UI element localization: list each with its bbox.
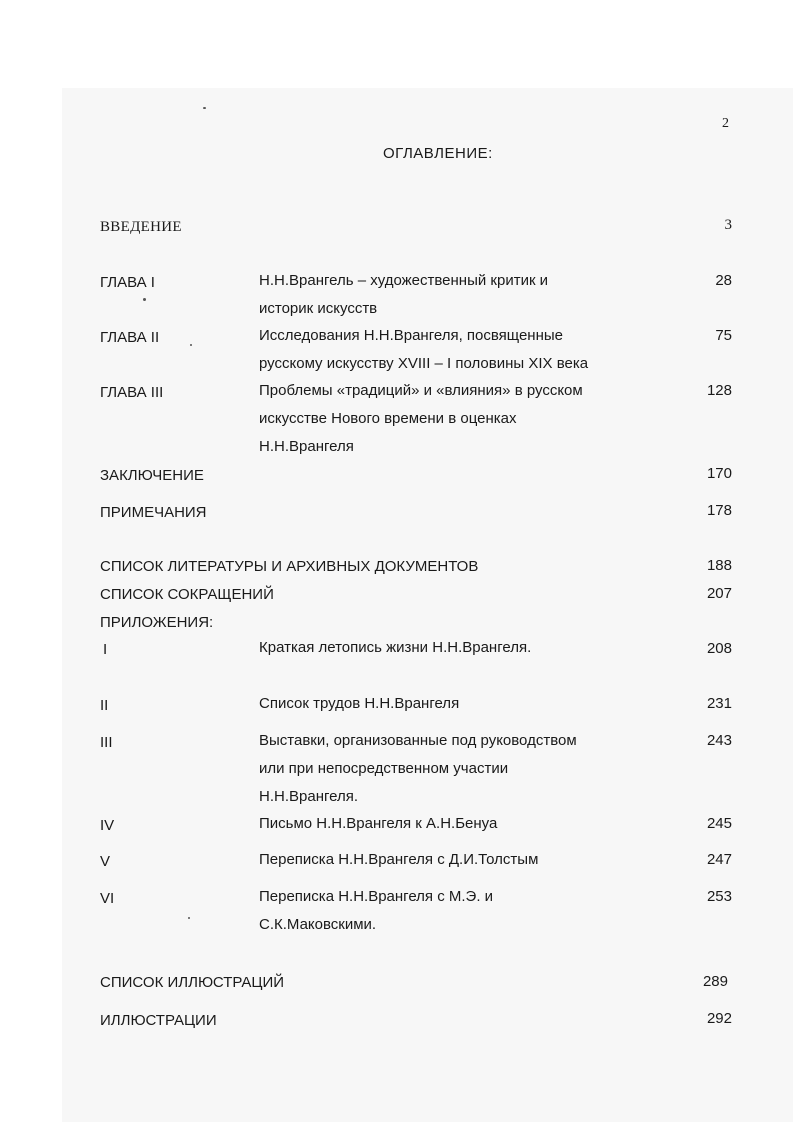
toc-appendix-6-label: VI bbox=[100, 890, 115, 907]
toc-entry-illustrations-list-label: СПИСОК ИЛЛЮСТРАЦИЙ bbox=[100, 974, 285, 991]
toc-chapter-3-title-line-3: Н.Н.Врангеля bbox=[259, 438, 354, 455]
toc-entry-conclusion-label: ЗАКЛЮЧЕНИЕ bbox=[100, 467, 204, 484]
toc-appendix-3-title-line-3: Н.Н.Врангеля. bbox=[259, 788, 359, 805]
toc-entry-literature-label: СПИСОК ЛИТЕРАТУРЫ И АРХИВНЫХ ДОКУМЕНТОВ bbox=[100, 558, 479, 575]
toc-entry-notes-page: 178 bbox=[706, 502, 732, 519]
toc-appendix-6-page: 253 bbox=[706, 888, 732, 905]
toc-chapter-3-title-line-2: искусстве Нового времени в оценках bbox=[259, 410, 517, 427]
toc-appendix-6-title-line-2: С.К.Маковскими. bbox=[259, 916, 377, 933]
toc-appendix-2-label: II bbox=[100, 697, 109, 714]
toc-chapter-2-title-line-2: русскому искусству XVIII – I половины XIX века bbox=[259, 355, 589, 372]
toc-chapter-1-title-line-2: историк искусств bbox=[259, 300, 378, 317]
toc-appendix-2-title-line-1: Список трудов Н.Н.Врангеля bbox=[259, 695, 460, 712]
toc-chapter-3-label: ГЛАВА III bbox=[100, 384, 164, 401]
toc-appendix-3-title-line-2: или при непосредственном участии bbox=[259, 760, 509, 777]
toc-appendix-3-page: 243 bbox=[706, 732, 732, 749]
scan-speck bbox=[188, 917, 190, 919]
toc-chapter-3-title-line-1: Проблемы «традиций» и «влияния» в русском bbox=[259, 382, 583, 399]
toc-appendix-6-title-line-1: Переписка Н.Н.Врангеля с М.Э. и bbox=[259, 888, 494, 905]
toc-appendix-4-page: 245 bbox=[706, 815, 732, 832]
toc-chapter-1-title-line-1: Н.Н.Врангель – художественный критик и bbox=[259, 272, 549, 289]
toc-entry-abbreviations-page: 207 bbox=[706, 585, 732, 602]
toc-entry-illustrations-label: ИЛЛЮСТРАЦИИ bbox=[100, 1012, 217, 1029]
toc-appendix-2-page: 231 bbox=[706, 695, 732, 712]
toc-appendix-3-label: III bbox=[100, 734, 113, 751]
scan-speck bbox=[203, 107, 206, 109]
toc-appendix-5-page: 247 bbox=[706, 851, 732, 868]
toc-entry-illustrations-list-page: 289 bbox=[702, 973, 728, 990]
toc-appendix-4-label: IV bbox=[100, 817, 115, 834]
toc-appendix-3-title-line-1: Выставки, организованные под руководством bbox=[259, 732, 577, 749]
toc-entry-intro-label: ВВЕДЕНИЕ bbox=[100, 219, 182, 235]
toc-entry-illustrations-page: 292 bbox=[706, 1010, 732, 1027]
toc-title: ОГЛАВЛЕНИЕ: bbox=[383, 145, 493, 162]
toc-appendix-4-title-line-1: Письмо Н.Н.Врангеля к А.Н.Бенуа bbox=[259, 815, 498, 832]
toc-appendix-1-label: I bbox=[103, 641, 108, 658]
toc-appendix-1-page: 208 bbox=[706, 640, 732, 657]
toc-entry-intro-page: 3 bbox=[724, 217, 732, 233]
toc-appendix-5-label: V bbox=[100, 853, 111, 870]
toc-entry-conclusion-page: 170 bbox=[706, 465, 732, 482]
toc-chapter-2-title-line-1: Исследования Н.Н.Врангеля, посвященные bbox=[259, 327, 563, 344]
toc-entry-abbreviations-label: СПИСОК СОКРАЩЕНИЙ bbox=[100, 586, 274, 603]
toc-appendix-1-title-line-1: Краткая летопись жизни Н.Н.Врангеля. bbox=[259, 639, 532, 656]
toc-appendix-5-title-line-1: Переписка Н.Н.Врангеля с Д.И.Толстым bbox=[259, 851, 539, 868]
toc-appendices-heading: ПРИЛОЖЕНИЯ: bbox=[100, 614, 214, 631]
toc-chapter-2-page: 75 bbox=[715, 327, 732, 344]
toc-chapter-2-label: ГЛАВА II bbox=[100, 329, 160, 346]
scanned-page-area bbox=[62, 88, 793, 1122]
toc-chapter-1-label: ГЛАВА I bbox=[100, 274, 155, 291]
toc-entry-literature-page: 188 bbox=[706, 557, 732, 574]
scan-speck bbox=[143, 298, 146, 301]
scan-speck bbox=[190, 344, 192, 346]
toc-chapter-3-page: 128 bbox=[706, 382, 732, 399]
page-number: 2 bbox=[722, 116, 729, 131]
toc-chapter-1-page: 28 bbox=[715, 272, 732, 289]
toc-entry-notes-label: ПРИМЕЧАНИЯ bbox=[100, 504, 207, 521]
